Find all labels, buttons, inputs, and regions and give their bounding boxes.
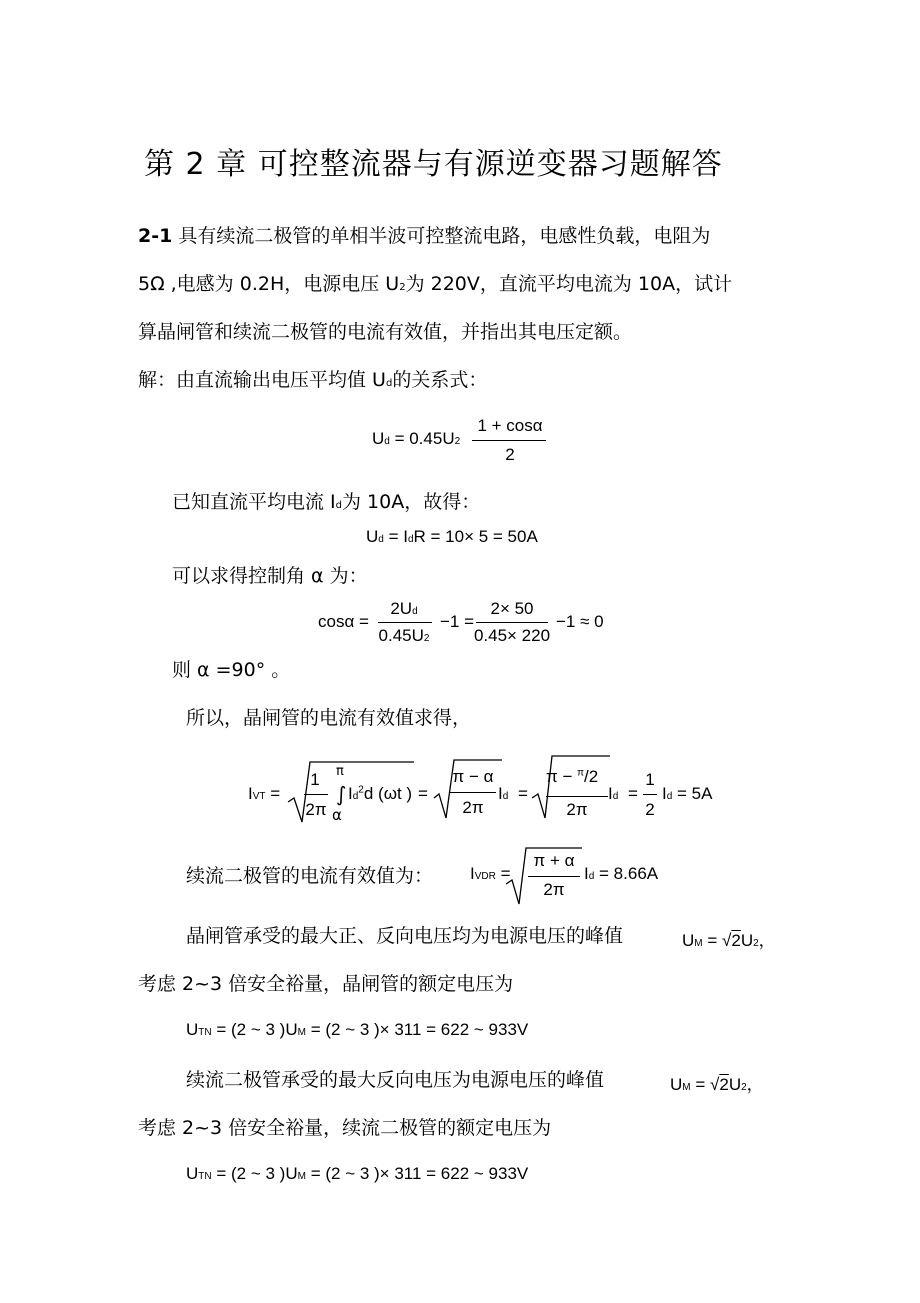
eq5-bar: [528, 876, 580, 877]
eq4-f3-den: 2π: [566, 800, 588, 819]
eq5-num: π + α: [533, 851, 575, 870]
consider-line-2: 考虑 2~3 倍安全裕量，续流二极管的额定电压为: [138, 1117, 552, 1139]
eq5-ivdr: IVDR =: [470, 864, 511, 883]
problem-text-2b: 为 220V，直流平均电流为 10A，试计: [405, 273, 733, 295]
eq4-ivt: IVT =: [248, 784, 281, 803]
eq6-um-1: UM = √2U2，: [682, 931, 776, 950]
known-id-line: 已知直流平均电流 Id为 10A，故得：: [172, 491, 481, 513]
eq4-id1: Id: [498, 784, 509, 803]
eq3-bar1: [378, 622, 432, 623]
diode-rms-intro: 续流二极管的电流有效值为：: [186, 865, 434, 887]
problem-line-2: [138, 272, 732, 300]
eq3-den2: 0.45× 220: [473, 626, 551, 645]
eq4-f2-den: 2π: [462, 798, 484, 817]
u2-sub: 2: [399, 282, 406, 293]
eq6-um-2: UM = √2U2，: [670, 1075, 764, 1094]
eq7-utn-2: UTN = (2 ~ 3 )UM = (2 ~ 3 )× 311 = 622 ~ 933V: [186, 1164, 529, 1183]
eq4-half-bar: [643, 794, 657, 795]
control-angle-line: 可以求得控制角 α 为：: [172, 565, 368, 587]
integral-icon: ∫: [336, 782, 347, 806]
eq4-half-num: 1: [645, 770, 655, 789]
problem-line-1: [138, 224, 710, 248]
eq4-f1-num: 1: [310, 770, 320, 789]
eq4-eq1: =: [418, 784, 428, 803]
solution-intro-rest: 的关系式：: [392, 369, 488, 391]
solution-intro-text: 解：由直流输出电压平均值 U: [138, 369, 386, 391]
solution-intro: [138, 368, 487, 396]
eq3-bar2: [476, 622, 548, 623]
eq7-utn-1: UTN = (2 ~ 3 )UM = (2 ~ 3 )× 311 = 622 ~ 933V: [186, 1020, 529, 1039]
eq4-f2-num: π − α: [452, 767, 494, 786]
eq4-id2: Id: [608, 784, 619, 803]
eq3-num2: 2× 50: [490, 599, 534, 618]
eq4-id3-result: Id = 5A: [662, 784, 713, 803]
eq1-numerator: 1 + cosα: [477, 416, 543, 435]
sqrt-icon: √: [710, 1075, 720, 1094]
eq4-eq3: =: [628, 784, 638, 803]
problem-number: 2-1: [138, 225, 173, 247]
eq4-f1-bar: [304, 794, 328, 795]
eq3-den1: 0.45U2: [378, 626, 430, 645]
eq4-f3-bar: [546, 796, 608, 797]
eq2: Ud = IdR = 10× 5 = 50A: [366, 527, 538, 546]
eq4-half-den: 2: [645, 800, 655, 819]
eq1-fraction-bar: [472, 440, 546, 441]
eq3-end: −1 ≈ 0: [556, 612, 604, 631]
eq4-lower: α: [332, 806, 342, 824]
eq4-upper: π: [336, 764, 344, 779]
eq4-f1-den: 2π: [305, 800, 327, 819]
eq3-lhs: cosα =: [318, 612, 369, 631]
sqrt-icon: √: [722, 931, 732, 950]
consider-line-1: 考虑 2~3 倍安全裕量，晶闸管的额定电压为: [138, 973, 514, 995]
page-title: 第 2 章 可控整流器与有源逆变器习题解答: [144, 147, 723, 182]
problem-text-1: 具有续流二极管的单相半波可控整流电路，电感性负载，电阻为: [178, 225, 711, 247]
eq4-f3-num: π − $^\pi$/2: [546, 767, 599, 786]
ud-sub: d: [385, 378, 393, 389]
eq3-num1: 2Ud: [390, 599, 418, 618]
problem-text-2: 5Ω ,电感为 0.2H，电源电压 U: [138, 273, 400, 295]
thyristor-rms-intro: 所以，晶闸管的电流有效值求得，: [186, 707, 472, 729]
diode-peak-line: 续流二极管承受的最大反向电压为电源电压的峰值: [186, 1069, 605, 1091]
eq1-denominator: 2: [505, 445, 515, 464]
eq5-result: Id = 8.66A: [584, 864, 659, 883]
eq5-den: 2π: [543, 880, 565, 899]
eq4-integrand: Id$^2$d (ωt ): [348, 784, 413, 803]
alpha-result: 则 α =90° 。: [172, 659, 291, 681]
eq1-lhs: Ud = 0.45U2: [372, 429, 461, 448]
problem-line-3: 算晶闸管和续流二极管的电流有效值，并指出其电压定额。: [138, 321, 633, 343]
thyristor-peak-line: 晶闸管承受的最大正、反向电压均为电源电压的峰值: [186, 925, 624, 947]
eq3-mid: −1 =: [440, 612, 475, 631]
eq4-f2-bar: [450, 792, 496, 793]
eq4-eq2: =: [518, 784, 528, 803]
